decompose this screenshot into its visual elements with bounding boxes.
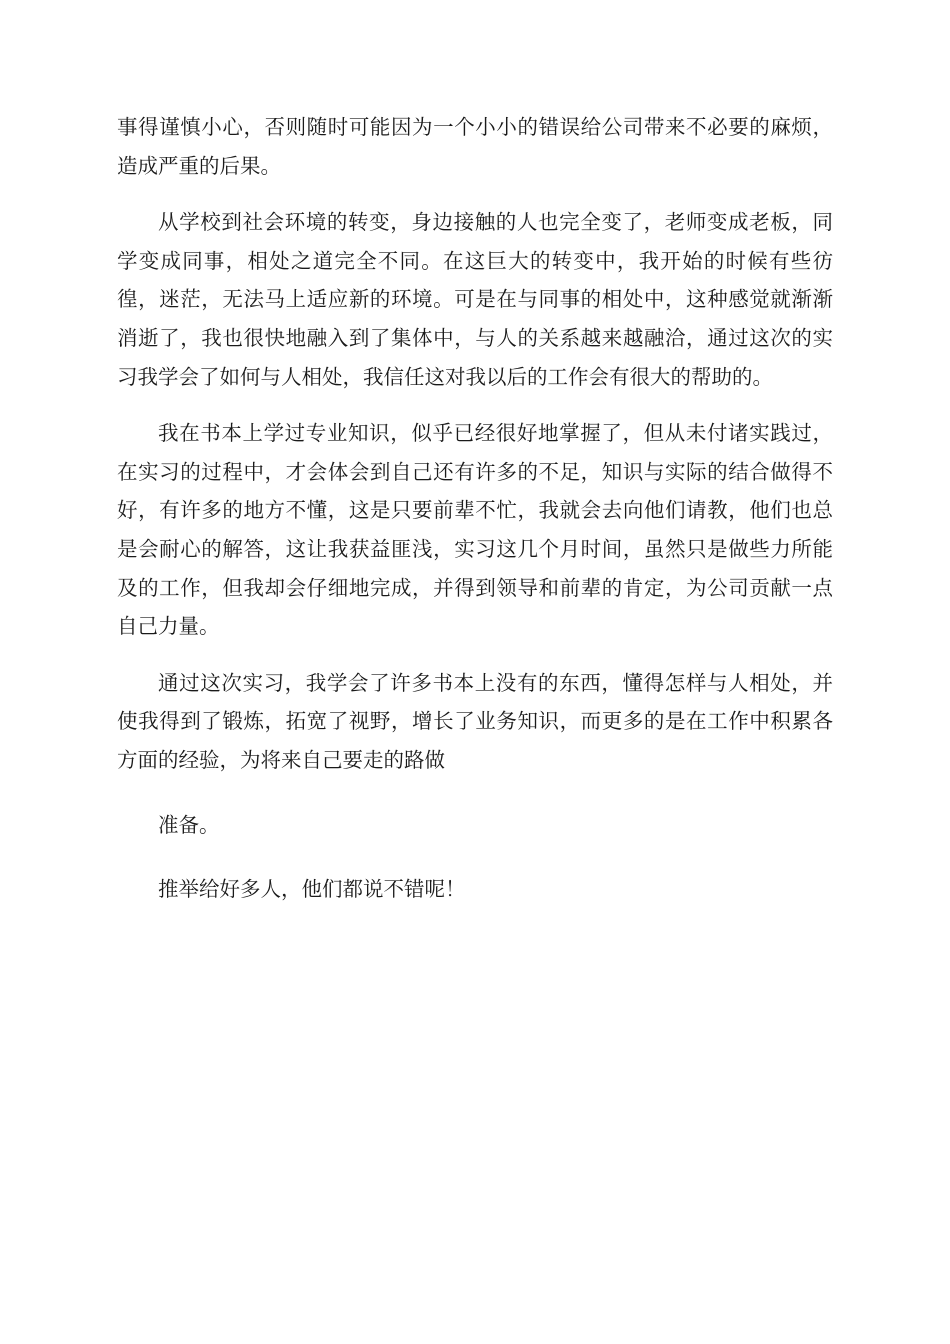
document-body (117, 108, 833, 927)
paragraph-5: 准备。 (158, 812, 220, 837)
paragraph-2: 从学校到社会环境的转变，身边接触的人也完全变了，老师变成老板，同学变成同事，相处之道完全不同。在这巨大的转变中，我开始的时候有些彷徨，迷茫，无法马上适应新的环境。可是在与同事的相处中，这种感觉就渐渐消逝了，我也很快地融入到了集体中，与人的关系越来越融洽，通过这次的实习我学会了如何与人相处，我信任这对我以后的工作会有很大的帮助的。 (117, 210, 833, 389)
paragraph-3: 我在书本上学过专业知识，似乎已经很好地掌握了，但从未付诸实践过，在实习的过程中，才会体会到自己还有许多的不足，知识与实际的结合做得不好，有许多的地方不懂，这是只要前辈不忙，我就会去向他们请教，他们也总是会耐心的解答，这让我获益匪浅，实习这几个月时间，虽然只是做些力所能及的工作，但我却会仔细地完成，并得到领导和前辈的肯定，为公司贡献一点自己力量。 (117, 421, 833, 639)
paragraph-6: 推举给好多人，他们都说不错呢！ (158, 877, 466, 902)
paragraph-1: 事得谨慎小心，否则随时可能因为一个小小的错误给公司带来不必要的麻烦，造成严重的后果。 (117, 115, 833, 178)
paragraph-4: 通过这次实习，我学会了许多书本上没有的东西，懂得怎样与人相处，并使我得到了锻炼，拓宽了视野，增长了业务知识，而更多的是在工作中积累各方面的经验，为将来自己要走的路做 (117, 670, 833, 772)
